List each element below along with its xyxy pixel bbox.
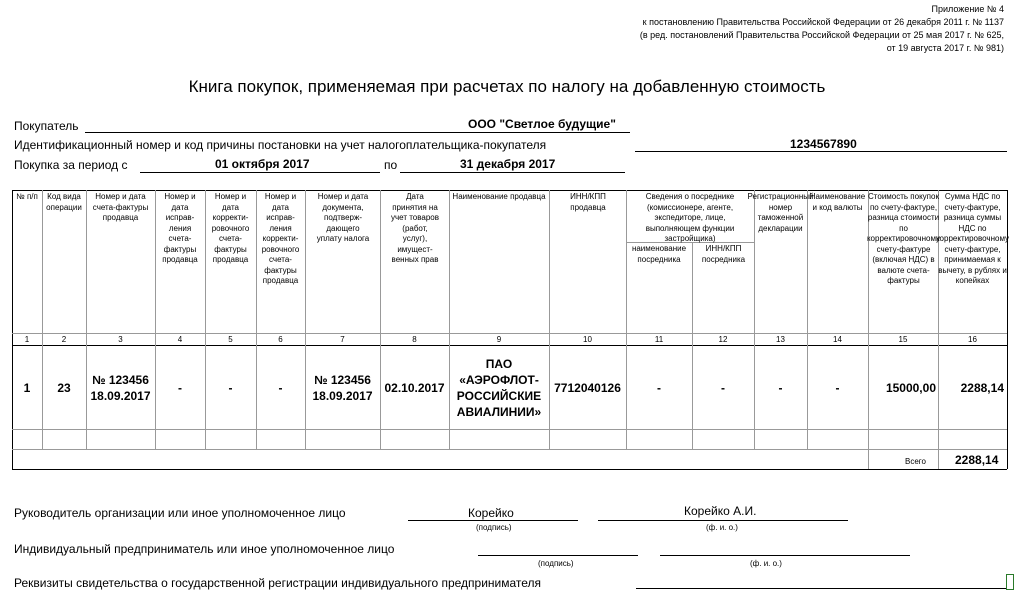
head-signature-line: [408, 520, 578, 521]
col-header-3: Номер и дата счета-фактуры продавца: [92, 192, 149, 222]
col-number: 15: [898, 335, 908, 344]
ip-sign-caption: (подпись): [538, 559, 574, 568]
head-full-name: Корейко А.И.: [684, 504, 757, 518]
customs-declaration: -: [778, 380, 783, 395]
head-label: Руководитель организации или иное уполномоченное лицо: [14, 506, 346, 520]
col-number: 12: [718, 335, 728, 344]
registration-label: Реквизиты свидетельства о государственной регистрации индивидуального предпринимателя: [14, 576, 542, 590]
decree-amendments-2: от 19 августа 2017 г. № 981): [886, 43, 1004, 53]
total-value: 2288,14: [955, 453, 999, 467]
col-number: 1: [24, 335, 30, 344]
agent-name: -: [657, 380, 661, 395]
period-to-label: по: [384, 158, 398, 172]
col-header-8: Дата принятия на учет товаров (работ, услуг), имущест-венных прав: [390, 192, 440, 264]
col-number: 6: [278, 335, 283, 344]
col-header-6: Номер и дата исправ-ления корректи-ровочного счета-фактуры продавца: [261, 192, 300, 285]
total-label: Всего: [905, 457, 926, 466]
invoice-fix: -: [178, 380, 182, 395]
period-to-underline: [400, 172, 625, 173]
appendix-number: Приложение № 4: [931, 4, 1004, 14]
col-number: 4: [177, 335, 183, 344]
col-header-9: Наименование продавца: [452, 192, 546, 201]
corner-marker: [1006, 574, 1014, 590]
currency: -: [835, 380, 840, 395]
col-number: 14: [833, 335, 842, 344]
ip-signature-line: [478, 555, 638, 556]
col-header-1: № п/п: [16, 192, 38, 201]
col-header-5: Номер и дата корректи-ровочного счета-фактуры продавца: [211, 192, 250, 264]
col-header-7: Номер и дата документа, подтверж-дающего уплату налога: [316, 192, 370, 243]
col-number: 13: [776, 335, 785, 344]
col-number: 9: [496, 335, 502, 344]
period-from-underline: [140, 172, 380, 173]
col-header-16: Сумма НДС по счету-фактуре, разница суммы НДС по корректировочному счету-фактуре, принимаемая к вычету, в рублях и копейках: [935, 192, 1010, 285]
row-number: 1: [23, 380, 31, 395]
col-number: 16: [968, 335, 977, 344]
col-header-12: ИНН/КПП посредника: [701, 244, 746, 264]
head-name-line: [598, 520, 848, 521]
col-number: 10: [583, 335, 592, 344]
col-header-10: ИНН/КПП продавца: [570, 192, 606, 212]
col-header-13: Регистрационный номер таможенной декларации: [747, 192, 814, 233]
accept-date: 02.10.2017: [384, 380, 445, 395]
col-header-11: наименование посредника: [631, 244, 687, 264]
head-signature: Корейко: [468, 506, 514, 520]
ip-label: Индивидуальный предприниматель или иное уполномоченное лицо: [14, 542, 395, 556]
payment-document: № 123456 18.09.2017: [312, 372, 373, 403]
decree-amendments: (в ред. постановлений Правительства Российской Федерации от 25 мая 2017 г. № 625,: [639, 30, 1004, 40]
col-number: 3: [118, 335, 123, 344]
col-number: 5: [228, 335, 233, 344]
col-header-4: Номер и дата исправ-ления счета-фактуры продавца: [162, 192, 198, 264]
buyer-underline: [85, 132, 630, 133]
head-sign-caption: (подпись): [476, 523, 512, 532]
col-header-2: Код вида операции: [46, 192, 82, 212]
invoice-number-date: № 123456 18.09.2017: [90, 372, 151, 403]
col-header-15: Стоимость покупок по счету-фактуре, разница стоимости по корректировочному счету-фактуре (включая НДС) в валюте счета-фактуры: [866, 192, 941, 285]
inn-label: Идентификационный номер и код причины постановки на учет налогоплательщика-покупателя: [14, 138, 547, 152]
buyer-value: ООО "Светлое будущие": [468, 117, 616, 131]
inn-underline: [635, 151, 1007, 152]
correction-invoice: -: [228, 380, 233, 395]
purchase-amount: 15000,00: [885, 380, 936, 395]
period-label: Покупка за период с: [14, 158, 128, 172]
period-from: 01 октября 2017: [215, 157, 310, 171]
registration-line: [636, 588, 1006, 589]
col-header-11-12: Сведения о посреднике (комиссионере, агенте, экспедиторе, лице, выполняющем функции застройщика): [645, 192, 735, 243]
page-title: Книга покупок, применяемая при расчетах по налогу на добавленную стоимость: [188, 77, 826, 96]
col-number: 11: [654, 335, 664, 344]
ip-name-caption: (ф. и. о.): [750, 559, 782, 568]
period-to: 31 декабря 2017: [460, 157, 556, 171]
correction-fix: -: [278, 380, 283, 395]
seller-name: ПАО «АЭРОФЛОТ-РОССИЙСКИЕ АВИАЛИНИИ»: [456, 356, 542, 419]
buyer-label: Покупатель: [14, 119, 79, 133]
head-name-caption: (ф. и. о.): [706, 523, 738, 532]
col-number: 8: [412, 335, 417, 344]
inn-value: 1234567890: [790, 137, 857, 151]
decree-reference: к постановлению Правительства Российской Федерации от 26 декабря 2011 г. № 1137: [642, 17, 1004, 27]
vat-amount: 2288,14: [960, 380, 1004, 395]
ip-name-line: [660, 555, 910, 556]
col-number: 7: [340, 335, 345, 344]
operation-code: 23: [57, 380, 71, 395]
col-header-14: Наименование и код валюты: [809, 192, 866, 212]
seller-inn: 7712040126: [554, 380, 621, 395]
agent-inn: -: [721, 380, 725, 395]
col-number: 2: [61, 335, 67, 344]
